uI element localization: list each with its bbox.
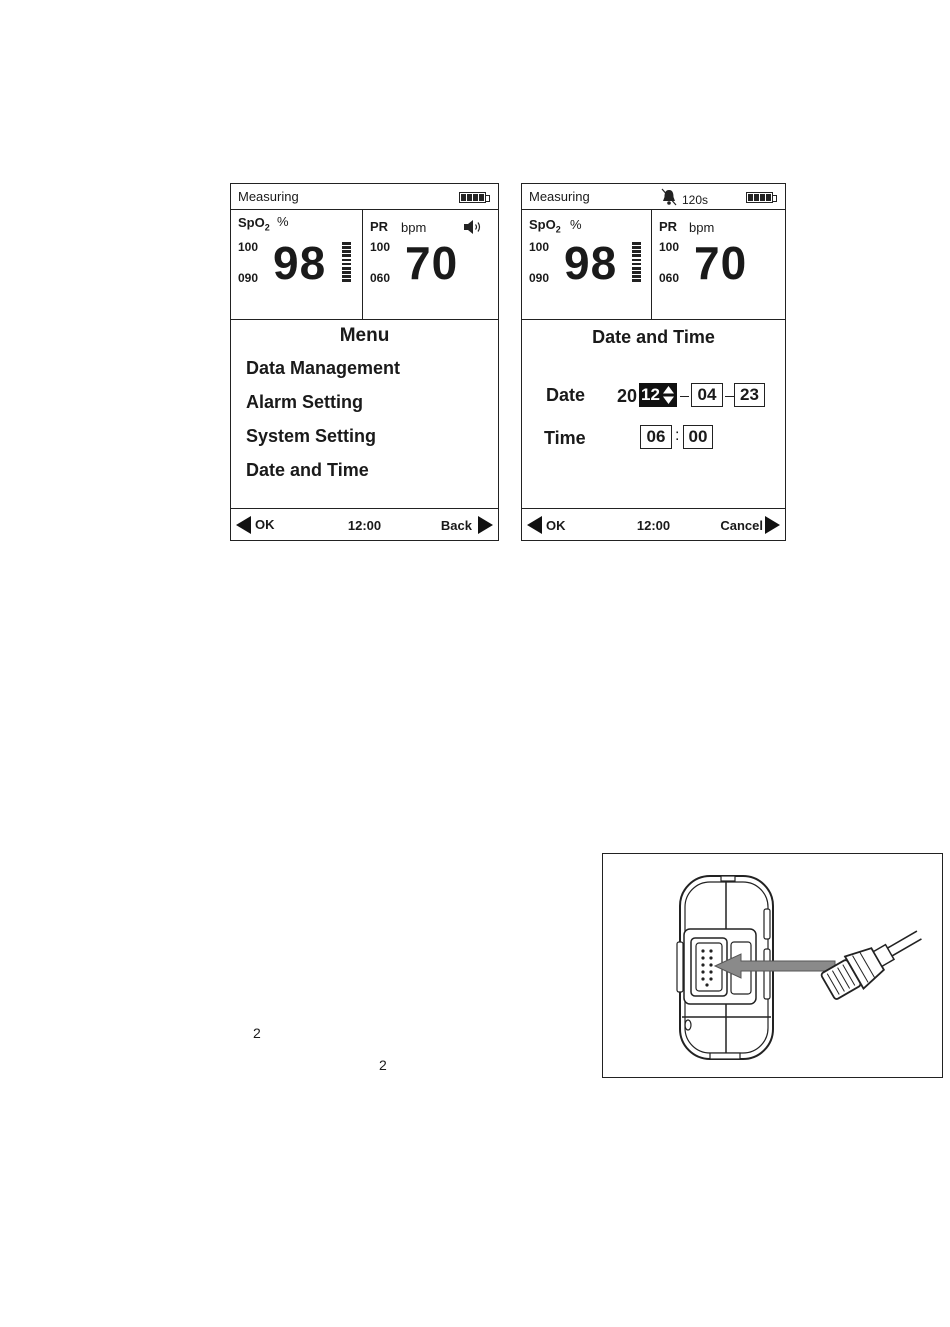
pr-unit: bpm — [401, 220, 427, 235]
pr-unit: bpm — [689, 220, 715, 235]
spo2-lower-limit: 090 — [529, 271, 550, 285]
figure-frame — [602, 853, 943, 1078]
up-down-arrow-icon[interactable] — [662, 385, 675, 405]
pr-lower-limit: 060 — [370, 271, 391, 285]
stray-subscript: 2 — [379, 1057, 387, 1073]
menu-item-system-setting[interactable]: System Setting — [246, 426, 377, 446]
pr-value: 70 — [405, 237, 459, 289]
time-label: Time — [544, 428, 586, 448]
spo2-lower-limit: 090 — [238, 271, 259, 285]
cancel-softkey[interactable]: Cancel — [720, 518, 763, 533]
footer-bar — [231, 508, 498, 540]
minute-field[interactable]: 00 — [683, 425, 713, 449]
date-separator — [725, 396, 734, 397]
battery-full-icon — [459, 192, 486, 203]
spo2-label: SpO$_2$ — [238, 215, 270, 233]
alarm-pause-time: 120s — [682, 193, 709, 207]
menu-title: Menu — [339, 325, 390, 346]
back-softkey[interactable]: Back — [440, 518, 472, 533]
vitals-divider — [651, 209, 652, 319]
pr-label: PR — [370, 219, 389, 234]
pr-label: PR — [659, 219, 678, 234]
spo2-value: 98 — [564, 237, 618, 289]
speaker-icon — [463, 220, 483, 234]
menu-item-alarm-setting[interactable]: Alarm Setting — [246, 392, 364, 412]
spo2-label: SpO$_2$ — [529, 217, 561, 235]
date-time-editor — [522, 319, 785, 509]
alarm-bell-icon — [660, 188, 678, 206]
spo2-upper-limit: 100 — [529, 240, 550, 254]
time-separator: : — [675, 427, 680, 444]
spo2-unit: % — [277, 214, 289, 229]
vitals-divider — [362, 209, 363, 319]
date-time-screen — [521, 183, 786, 541]
footer-bar — [522, 508, 785, 540]
cable-connector-illustration — [603, 854, 941, 1076]
pr-upper-limit: 100 — [659, 240, 680, 254]
clock-time: 12:00 — [347, 518, 382, 533]
hour-field[interactable]: 06 — [640, 425, 672, 449]
battery-full-icon — [746, 192, 773, 203]
date-separator — [680, 396, 689, 397]
vitals-panel — [522, 209, 785, 320]
date-label: Date — [546, 385, 586, 405]
right-arrow-icon[interactable] — [478, 516, 493, 534]
pr-lower-limit: 060 — [659, 271, 680, 285]
status-bar — [231, 184, 498, 210]
menu-list — [231, 319, 498, 509]
pr-value: 70 — [694, 237, 748, 289]
status-text: Measuring — [238, 189, 299, 204]
vitals-panel — [231, 209, 498, 320]
pulse-bar-icon — [632, 242, 641, 282]
status-bar — [522, 184, 785, 210]
right-arrow-icon[interactable] — [765, 516, 780, 534]
menu-item-date-and-time[interactable]: Date and Time — [246, 460, 369, 480]
ok-softkey[interactable]: OK — [255, 517, 275, 532]
menu-item-data-management[interactable]: Data Management — [246, 358, 401, 378]
year-prefix: 20 — [617, 386, 638, 406]
pulse-bar-icon — [342, 242, 351, 282]
status-text: Measuring — [529, 189, 590, 204]
clock-time: 12:00 — [636, 518, 671, 533]
month-field[interactable]: 04 — [691, 383, 723, 407]
ok-softkey[interactable]: OK — [546, 518, 566, 533]
spo2-unit: % — [570, 217, 582, 232]
day-field[interactable]: 23 — [734, 383, 765, 407]
year-selected-value: 12 — [641, 385, 660, 404]
spo2-upper-limit: 100 — [238, 240, 259, 254]
menu-screen — [230, 183, 499, 541]
year-field[interactable] — [639, 383, 677, 407]
date-time-title: Date and Time — [592, 327, 715, 347]
stray-subscript: 2 — [253, 1025, 261, 1041]
spo2-value: 98 — [273, 237, 327, 289]
pr-upper-limit: 100 — [370, 240, 391, 254]
